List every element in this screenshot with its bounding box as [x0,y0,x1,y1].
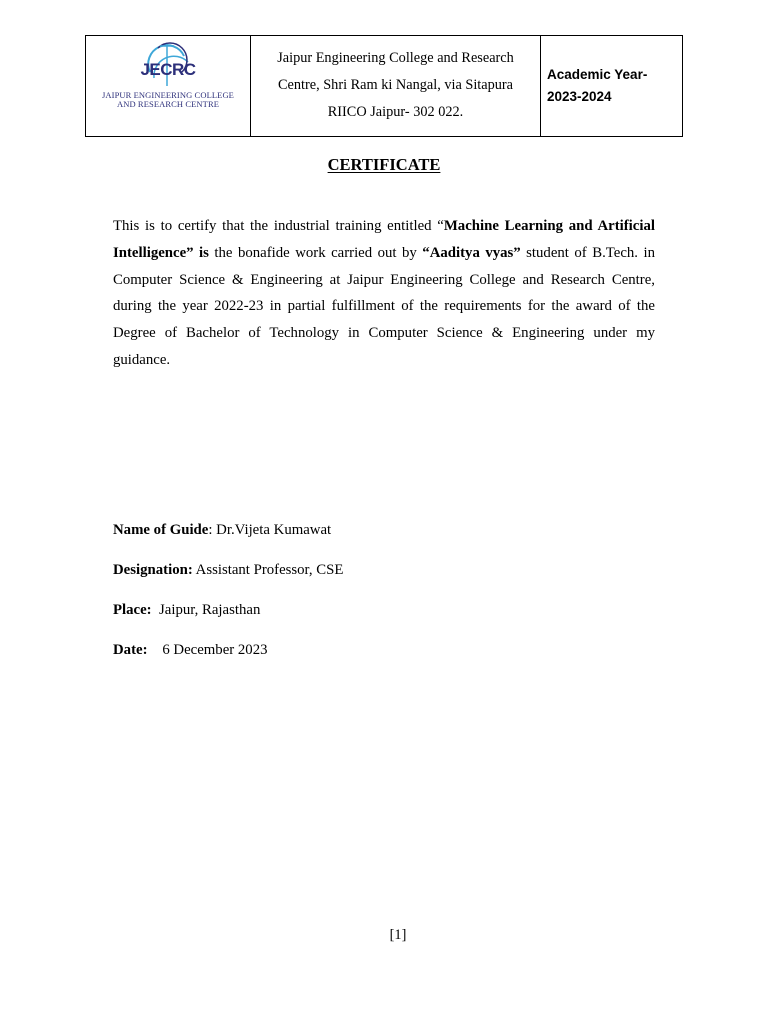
training-title: Machine Learning and Artificial Intelligence” is [113,218,655,261]
certificate-body [113,213,655,374]
header-table [85,35,683,137]
address-cell [251,36,541,137]
address-line-1: Jaipur Engineering College and Research [277,49,514,66]
designation-label: Designation: [113,562,193,578]
page-number: [1] [389,927,407,943]
designation-field [113,560,343,580]
certificate-title: CERTIFICATE [327,155,441,174]
academic-year-value: 2023-2024 [547,89,612,104]
logo-name-line1: JAIPUR ENGINEERING COLLEGE [102,90,234,100]
date-value: 6 December 2023 [147,642,268,658]
academic-year-label: Academic Year- [547,67,648,82]
place-field [113,600,260,620]
student-name: “Aaditya vyas” [422,244,521,261]
place-label: Place: [113,602,152,618]
body-text-part-3: student of B.Tech. in Computer Science & Engineering at Jaipur Engineering College and Research Centre, during the year 2022-23 in partial fulfillment of the requirements for the award of the Degree of Bachelor of Technology in Computer Science & Engineering under my guidance. [113,244,655,368]
body-text-part-2: the bonafide work carried out by [208,244,423,261]
body-text-part-1: This is to certify that the industrial training entitled “ [113,218,444,234]
jecrc-logo-icon [130,42,206,90]
date-field [113,640,268,660]
guide-field [113,520,331,540]
academic-year-cell [541,36,683,137]
guide-label: Name of Guide [113,522,209,538]
address-line-2: Centre, Shri Ram ki Nangal, via Sitapura [277,76,514,93]
guide-value: : Dr.Vijeta Kumawat [208,522,332,538]
logo-cell [86,36,251,137]
date-label: Date: [113,642,148,658]
college-logo [86,36,250,136]
logo-name-line2: AND RESEARCH CENTRE [116,99,219,109]
address-line-3: RIICO Jaipur- 302 022. [327,103,464,120]
designation-value: Assistant Professor, CSE [192,562,344,578]
logo-brand-text: JECRC [140,60,196,79]
place-value: Jaipur, Rajasthan [151,602,261,618]
